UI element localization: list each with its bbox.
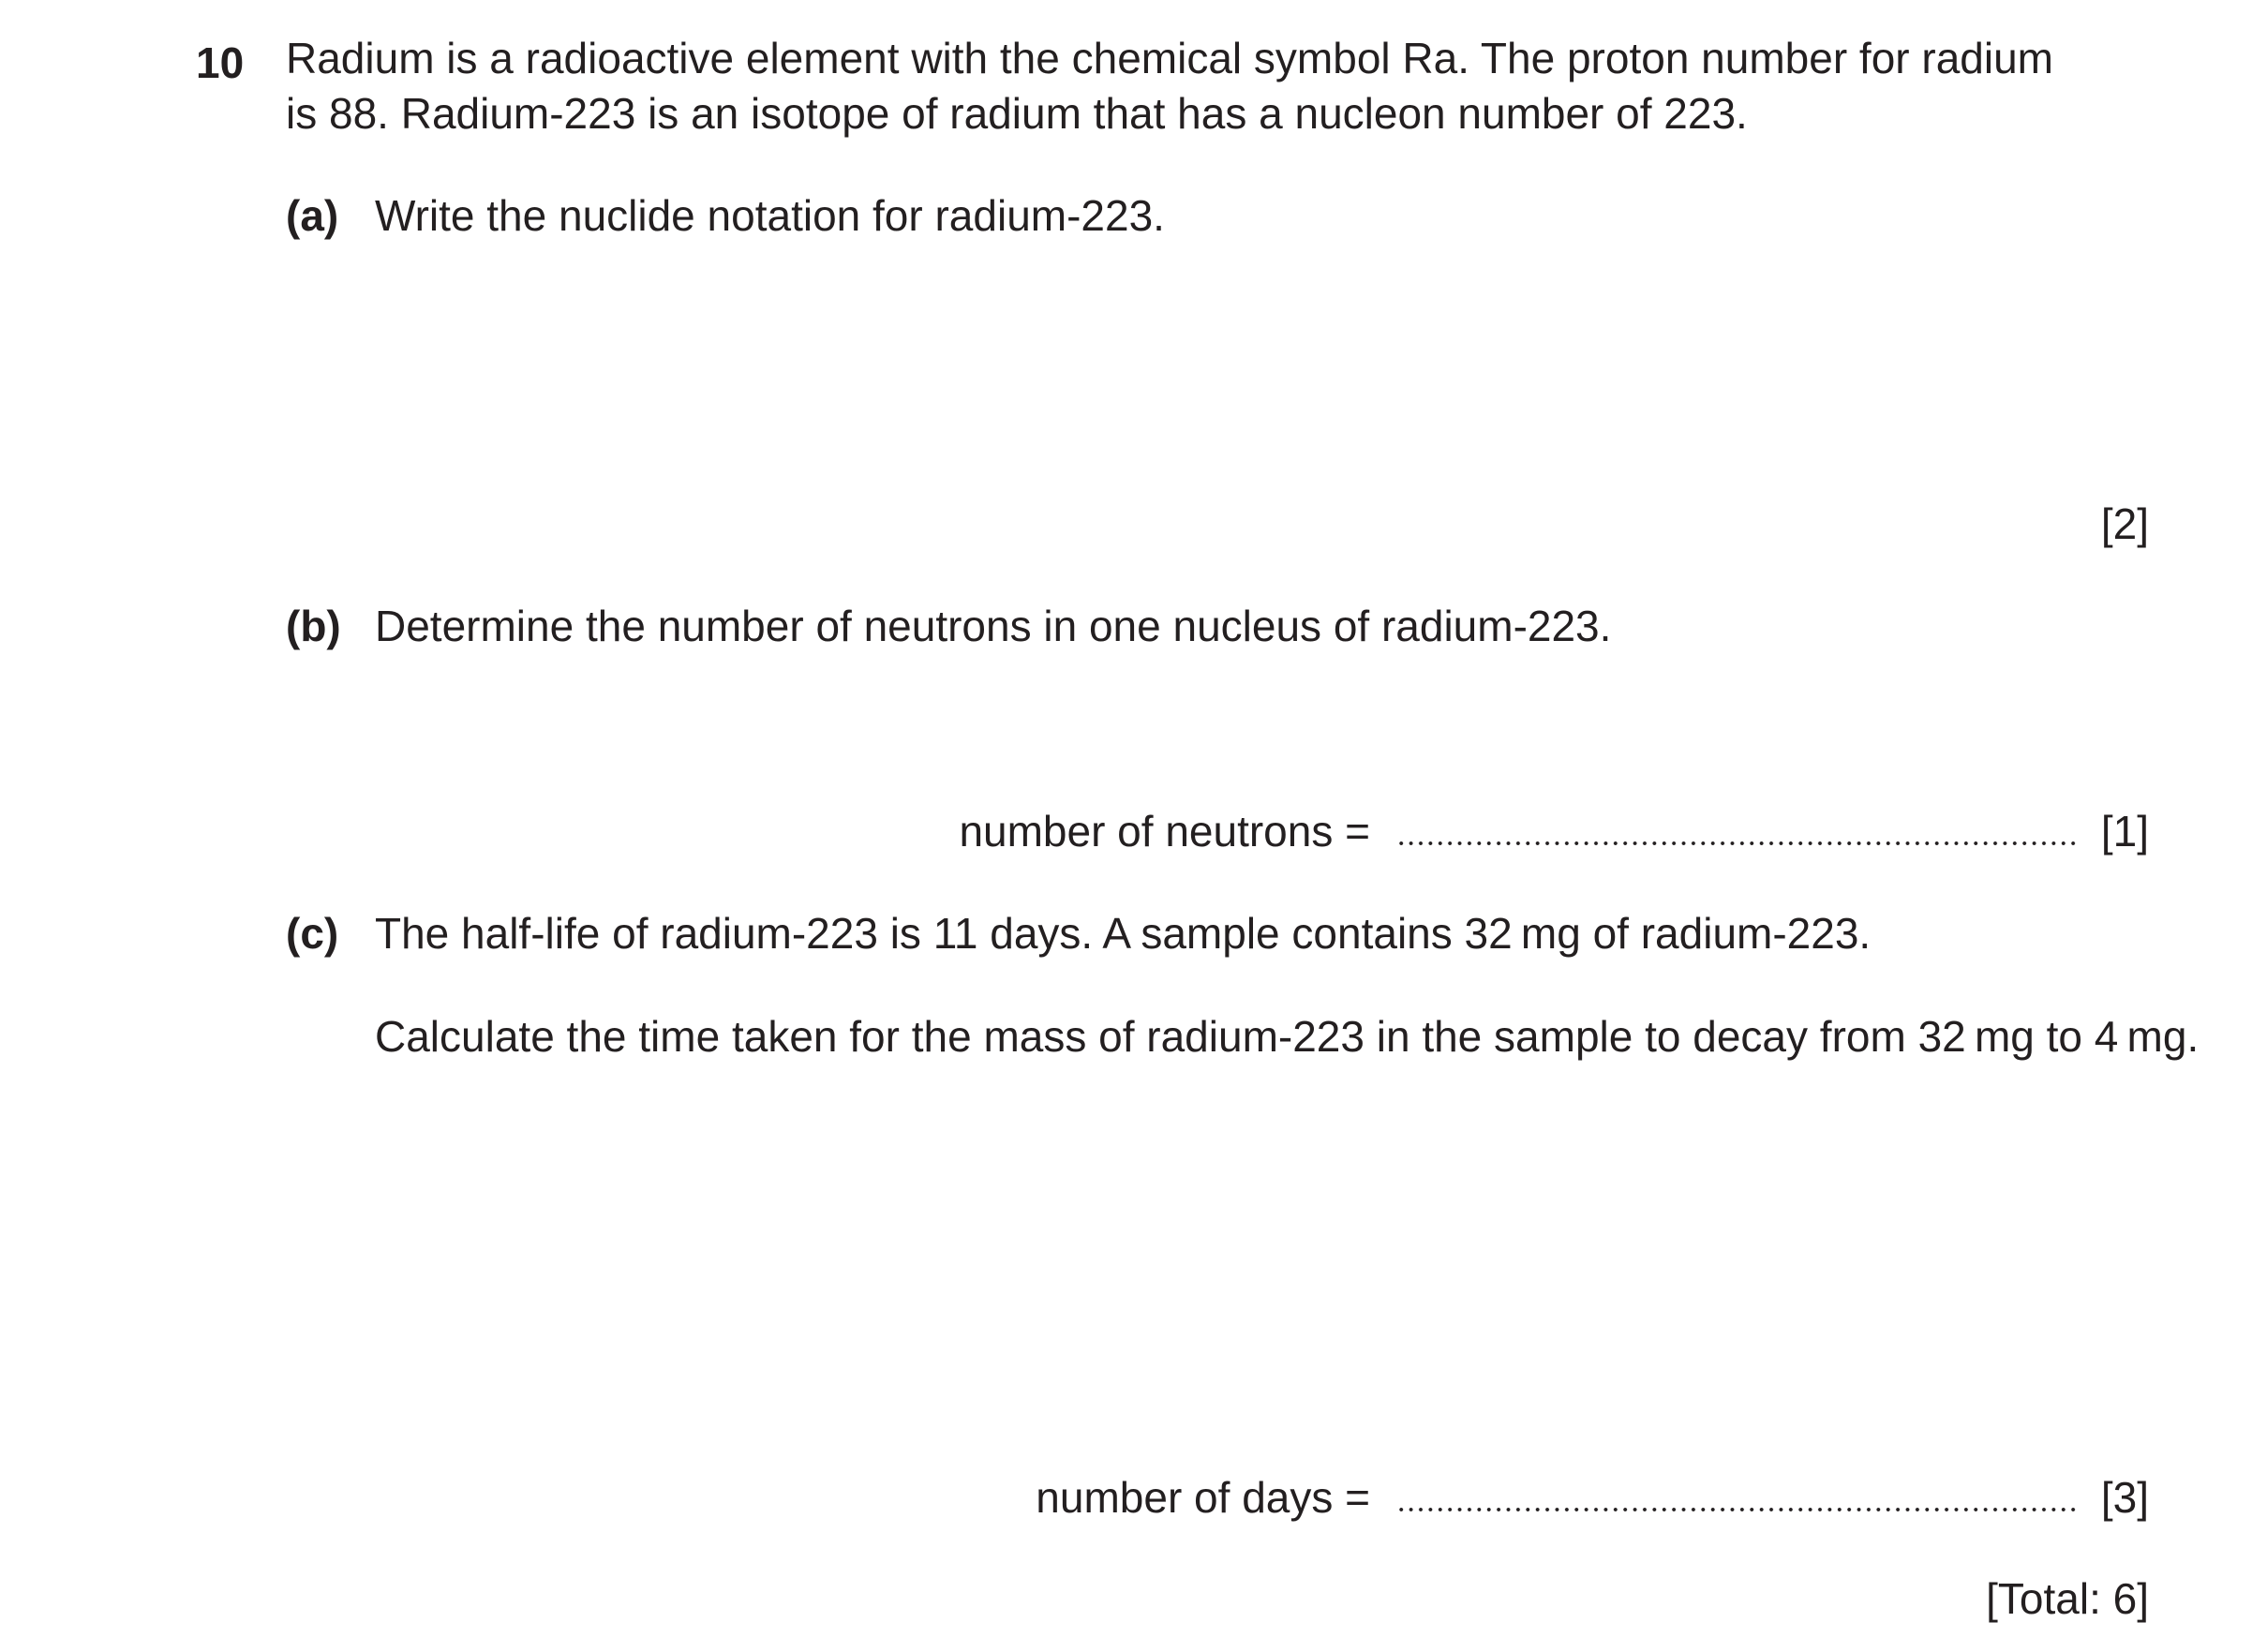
part-a-marks: [2] <box>2100 499 2149 548</box>
part-a-text: Write the nuclide notation for radium-223. <box>375 191 1165 240</box>
part-c-label: (c) <box>286 909 339 958</box>
part-b-marks: [1] <box>2100 807 2149 856</box>
part-b-text: Determine the number of neutrons in one nucleus of radium-223. <box>375 602 1612 650</box>
part-c-text-1: The half-life of radium-223 is 11 days. A sample contains 32 mg of radium-223. <box>375 909 1872 958</box>
question-stem-line-1: Radium is a radioactive element with the chemical symbol Ra. The proton number for radium <box>286 34 2053 82</box>
part-c-text-2: Calculate the time taken for the mass of radium-223 in the sample to decay from 32 mg to 4 mg. <box>375 1012 2200 1061</box>
part-c-marks: [3] <box>2100 1473 2149 1522</box>
part-a-label: (a) <box>286 191 339 240</box>
neutrons-answer-label: number of neutrons = <box>959 807 1370 856</box>
part-b-label: (b) <box>286 602 341 650</box>
question-number: 10 <box>196 38 245 87</box>
days-answer-line[interactable] <box>1396 1507 2076 1512</box>
days-answer-label: number of days = <box>1036 1473 1370 1522</box>
neutrons-answer-line[interactable] <box>1396 841 2076 846</box>
total-marks: [Total: 6] <box>1986 1574 2149 1623</box>
question-stem-line-2: is 88. Radium-223 is an isotope of radium that has a nucleon number of 223. <box>286 89 1748 138</box>
